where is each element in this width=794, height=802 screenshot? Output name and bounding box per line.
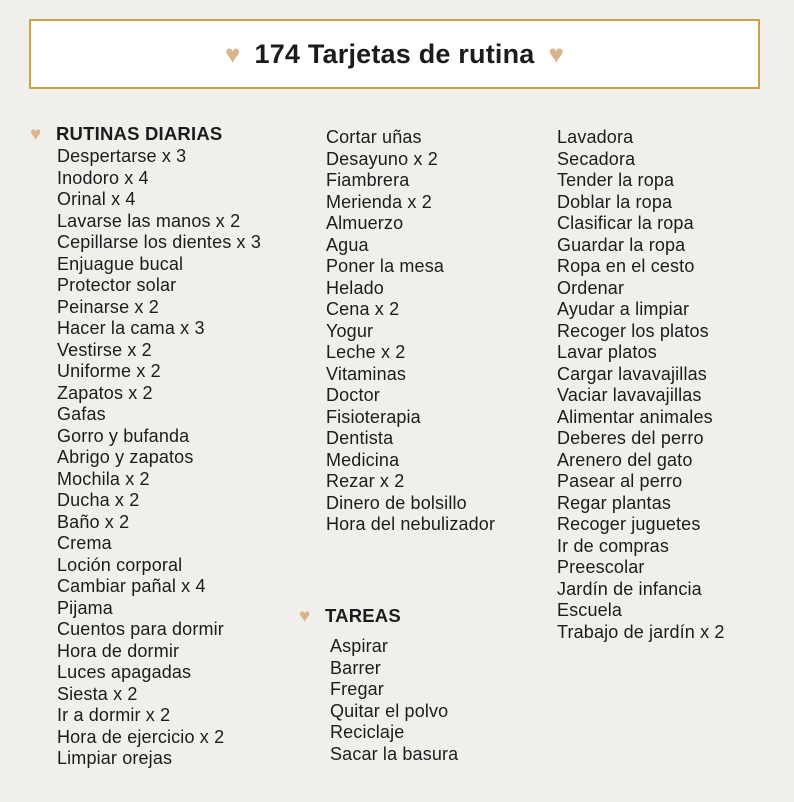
list-item: Rezar x 2 — [326, 471, 405, 491]
list-item: Pasear al perro — [557, 471, 683, 491]
list-item: Yogur — [326, 320, 374, 341]
list-item: Ducha x 2 — [57, 490, 140, 510]
section-title: RUTINAS DIARIAS — [56, 123, 223, 144]
list-item: Peinarse x 2 — [57, 296, 159, 317]
list-item: Siesta x 2 — [57, 683, 138, 704]
title-banner — [29, 19, 760, 89]
list-item: Orinal x 4 — [57, 189, 136, 209]
list-item: Limpiar orejas — [57, 748, 173, 768]
list-item: Sacar la basura — [330, 743, 459, 764]
list-item: Luces apagadas — [57, 662, 192, 682]
routine-list-column-2 — [326, 127, 495, 536]
list-item: Recoger juguetes — [557, 514, 701, 534]
list-item: Loción corporal — [57, 554, 183, 575]
list-item: Despertarse x 3 — [57, 146, 187, 166]
rutinas-list — [57, 146, 261, 770]
list-item: Uniforme x 2 — [57, 361, 161, 381]
list-item: Preescolar — [557, 557, 645, 577]
list-item: Aspirar — [330, 636, 389, 656]
heart-icon: ♥ — [548, 39, 564, 69]
heart-icon: ♥ — [30, 123, 42, 145]
section-heading-rutinas — [30, 123, 222, 145]
routine-list-column-3 — [557, 127, 725, 643]
list-item: Clasificar la ropa — [557, 213, 694, 233]
list-item: Lavar platos — [557, 342, 657, 362]
list-item: Cena x 2 — [326, 299, 400, 319]
list-item: Pijama — [57, 597, 113, 618]
list-item: Cepillarse los dientes x 3 — [57, 232, 262, 252]
list-item: Fregar — [330, 679, 384, 699]
list-item: Baño x 2 — [57, 511, 130, 532]
list-item: Dinero de bolsillo — [326, 492, 467, 513]
list-item: Escuela — [557, 600, 623, 620]
heart-icon: ♥ — [299, 605, 311, 627]
list-item: Cambiar pañal x 4 — [57, 576, 206, 596]
list-item: Medicina — [326, 449, 400, 470]
list-item: Gorro y bufanda — [57, 425, 190, 446]
list-item: Almuerzo — [326, 213, 404, 233]
list-item: Recoger los platos — [557, 320, 709, 341]
tareas-list — [330, 636, 458, 765]
list-item: Hora de dormir — [57, 640, 180, 661]
list-item: Trabajo de jardín x 2 — [557, 621, 725, 642]
list-item: Vaciar lavavajillas — [557, 385, 702, 405]
list-item: Enjuague bucal — [57, 253, 184, 274]
list-item: Vitaminas — [326, 363, 407, 384]
list-item: Secadora — [557, 148, 636, 169]
list-item: Inodoro x 4 — [57, 167, 149, 188]
list-item: Barrer — [330, 657, 381, 678]
list-item: Dentista — [326, 428, 394, 448]
list-item: Merienda x 2 — [326, 191, 432, 212]
list-item: Jardín de infancia — [557, 578, 702, 599]
list-item: Tender la ropa — [557, 170, 675, 190]
list-item: Regar plantas — [557, 492, 672, 513]
list-item: Vestirse x 2 — [57, 339, 152, 360]
list-item: Ropa en el cesto — [557, 256, 695, 276]
list-item: Cortar uñas — [326, 127, 422, 147]
section-title: TAREAS — [325, 605, 401, 626]
list-item: Fiambrera — [326, 170, 410, 190]
list-item: Cargar lavavajillas — [557, 363, 707, 384]
list-item: Deberes del perro — [557, 428, 704, 448]
list-item: Crema — [57, 533, 112, 553]
list-item: Mochila x 2 — [57, 468, 150, 489]
list-item: Zapatos x 2 — [57, 382, 153, 403]
heart-icon: ♥ — [225, 39, 241, 69]
page-title: 174 Tarjetas de rutina — [254, 38, 535, 69]
list-item: Hacer la cama x 3 — [57, 318, 205, 338]
list-item: Helado — [326, 277, 384, 298]
list-item: Poner la mesa — [326, 256, 445, 276]
list-item: Reciclaje — [330, 722, 405, 742]
list-item: Arenero del gato — [557, 449, 693, 470]
list-item: Doblar la ropa — [557, 191, 673, 212]
list-item: Desayuno x 2 — [326, 148, 438, 169]
list-item: Abrigo y zapatos — [57, 447, 194, 467]
list-item: Ir a dormir x 2 — [57, 705, 171, 725]
list-item: Ayudar a limpiar — [557, 299, 690, 319]
list-item: Ordenar — [557, 277, 625, 298]
list-item: Doctor — [326, 385, 380, 405]
list-item: Gafas — [57, 404, 106, 424]
list-item: Leche x 2 — [326, 342, 406, 362]
list-item: Lavarse las manos x 2 — [57, 210, 241, 231]
list-item: Hora del nebulizador — [326, 514, 496, 534]
list-item: Fisioterapia — [326, 406, 421, 427]
list-item: Lavadora — [557, 127, 634, 147]
list-item: Protector solar — [57, 275, 177, 295]
list-item: Ir de compras — [557, 535, 669, 556]
list-item: Agua — [326, 234, 369, 255]
list-item: Alimentar animales — [557, 406, 713, 427]
list-item: Hora de ejercicio x 2 — [57, 726, 225, 747]
list-item: Guardar la ropa — [557, 234, 686, 255]
list-item: Quitar el polvo — [330, 700, 449, 721]
list-item: Cuentos para dormir — [57, 619, 224, 639]
section-heading-tareas — [299, 605, 401, 627]
